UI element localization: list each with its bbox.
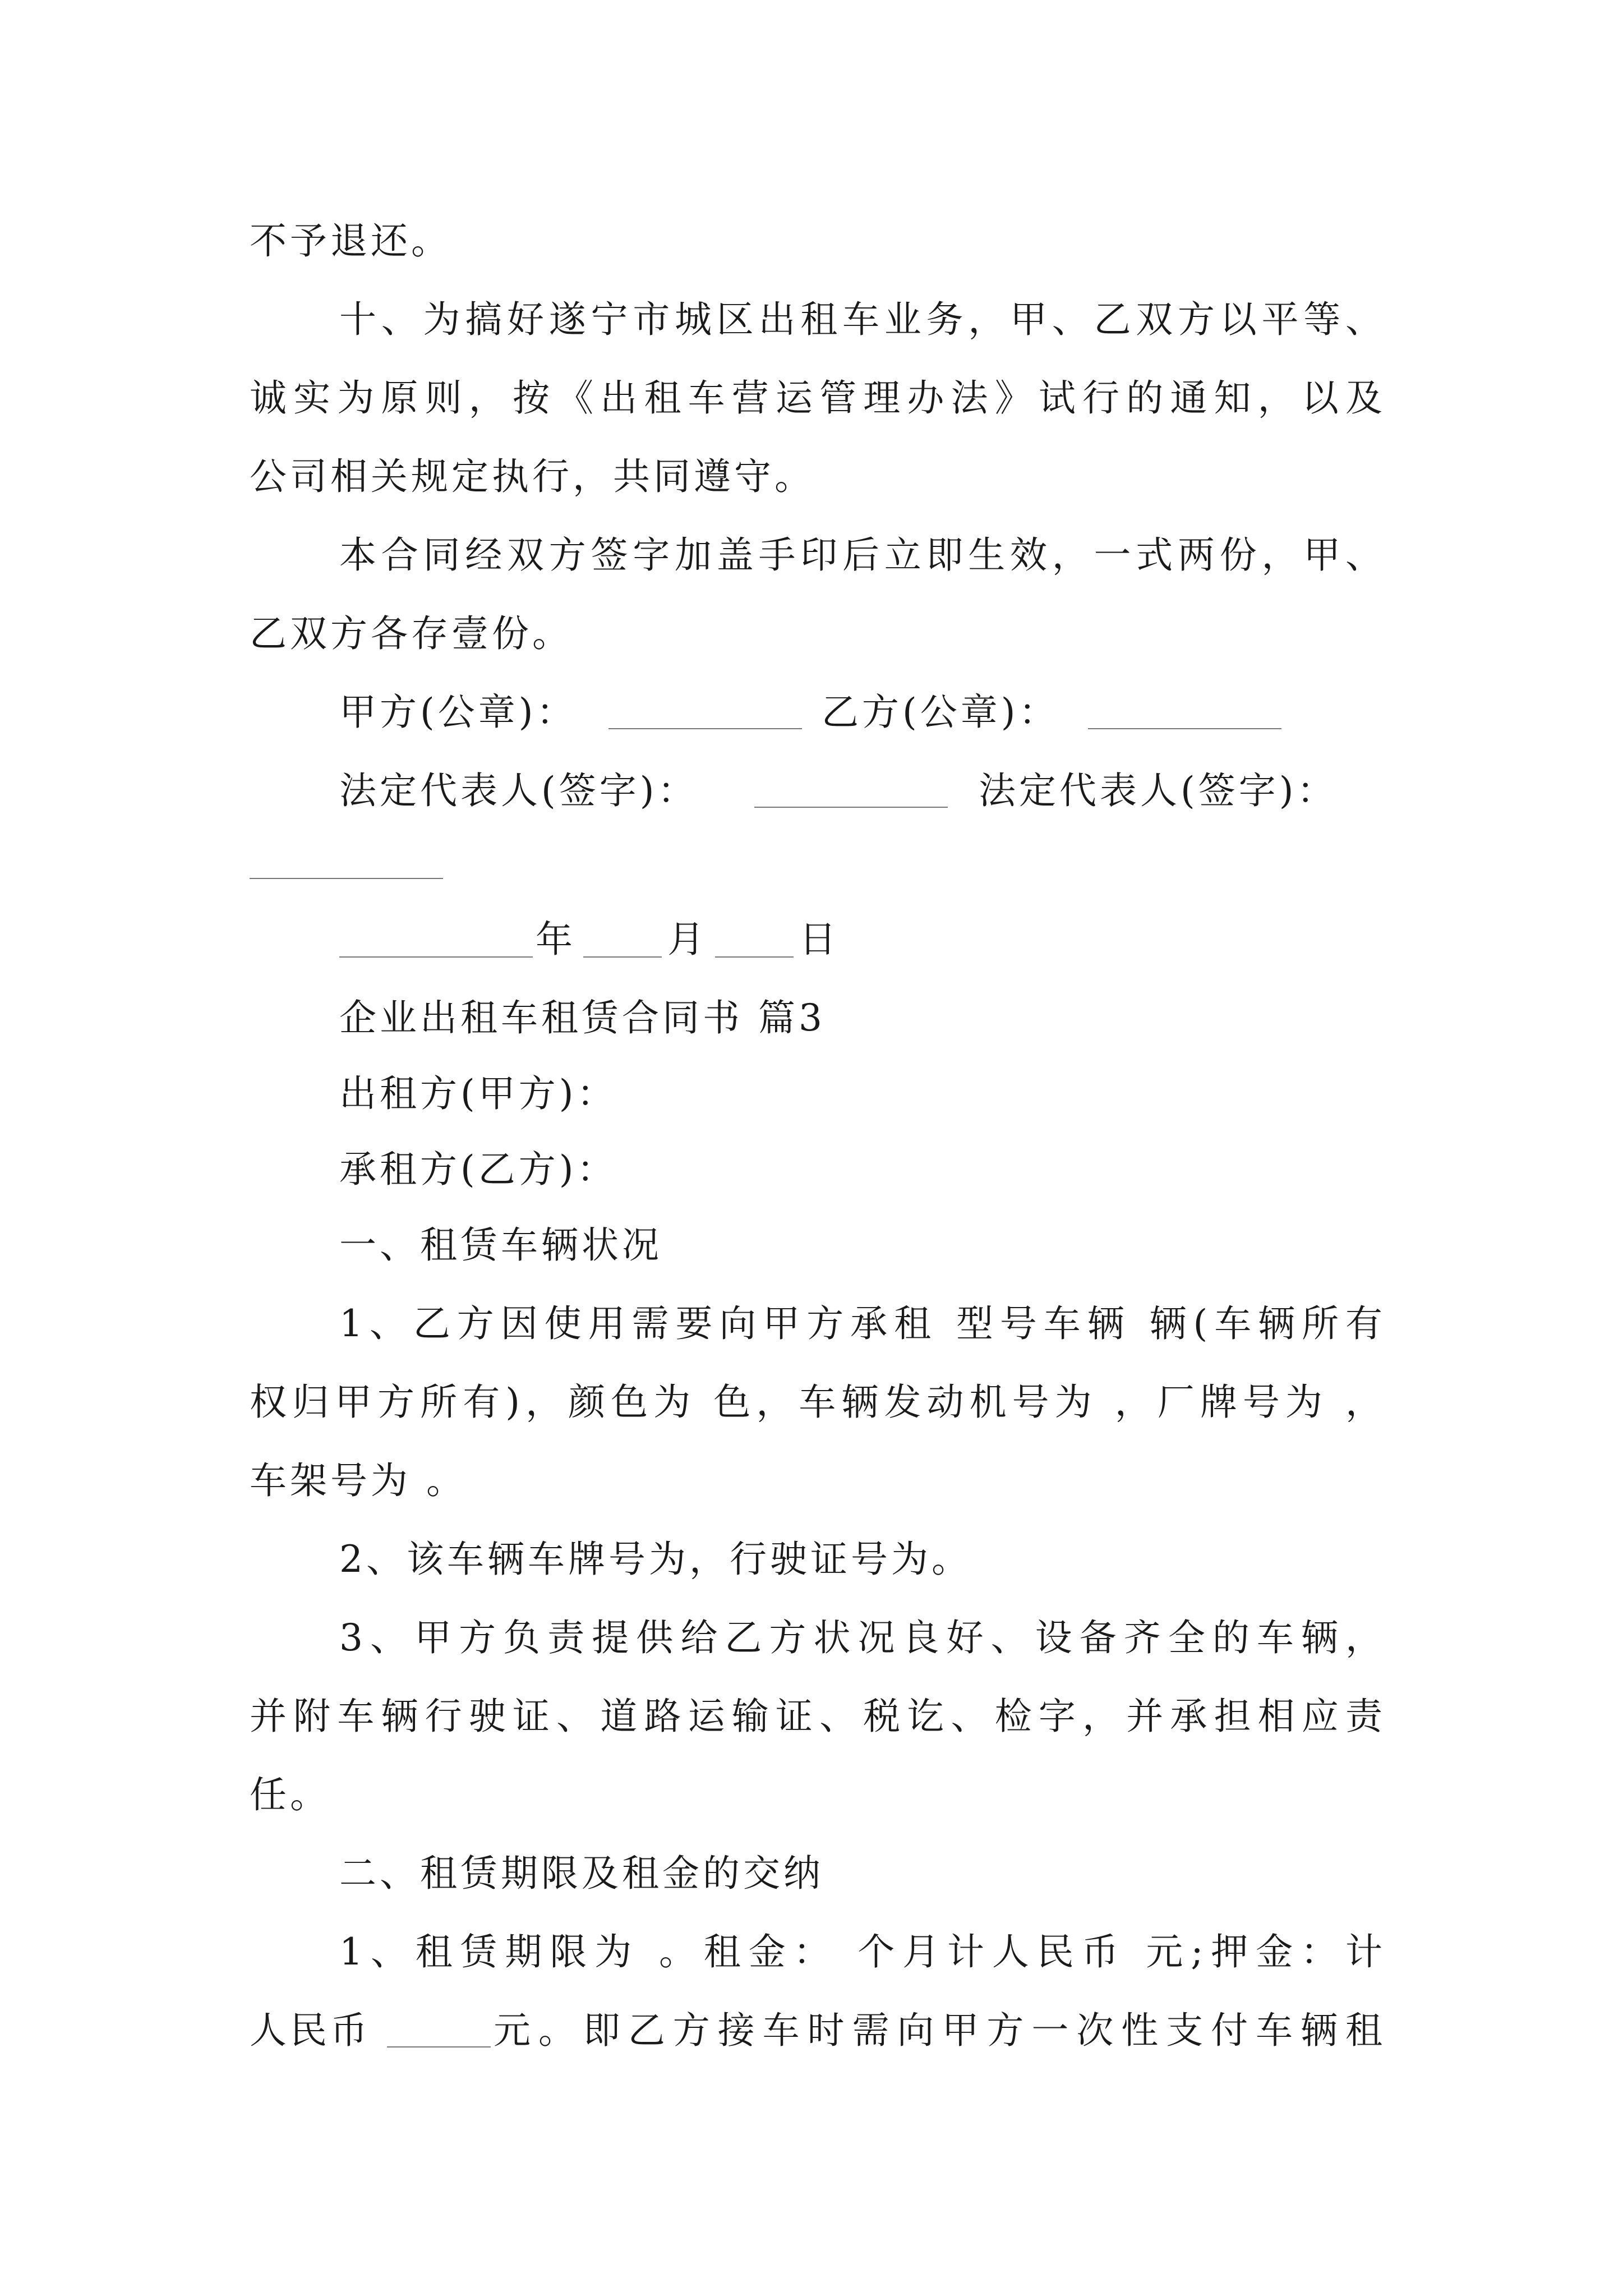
text-line: 十、为搞好遂宁市城区出租车业务，甲、乙双方以平等、: [339, 298, 1382, 341]
section-heading: 一、租赁车辆状况: [339, 1223, 662, 1267]
text-line: 车架号为 。: [250, 1459, 467, 1502]
section-heading: 二、租赁期限及租金的交纳: [339, 1852, 824, 1895]
text-line: 公司相关规定执行，共同遵守。: [250, 455, 815, 498]
text-line: 乙双方各存壹份。: [250, 612, 573, 655]
date-year-blank: [339, 956, 533, 958]
text-line: 元。即乙方接车时需向甲方一次性支付车辆租: [494, 2009, 1382, 2052]
party-a-seal-blank: [608, 728, 802, 729]
text-line: 承租方(乙方)：: [339, 1148, 617, 1191]
party-a-representative-label: 法定代表人(签字)：: [339, 769, 698, 812]
date-day-blank: [715, 956, 794, 958]
text-line: 并附车辆行驶证、道路运输证、税讫、检字，并承担相应责: [250, 1695, 1382, 1738]
text-line: 诚实为原则，按《出租车营运管理办法》试行的通知，以及: [250, 376, 1382, 420]
party-b-representative-label: 法定代表人(签字)：: [979, 769, 1338, 812]
date-month-blank: [583, 956, 662, 958]
deposit-amount-blank: [387, 2046, 491, 2047]
text-line: 权归甲方所有)，颜色为 色，车辆发动机号为 ，厂牌号为 ，: [250, 1381, 1382, 1424]
text-line: 不予退还。: [250, 219, 451, 263]
date-month-label: 月: [667, 918, 708, 961]
party-b-representative-blank: [250, 878, 443, 879]
text-line: 本合同经双方签字加盖手印后立即生效，一式两份，甲、: [339, 533, 1382, 577]
date-day-label: 日: [799, 918, 840, 961]
text-line: 1、乙方因使用需要向甲方承租 型号车辆 辆(车辆所有: [339, 1302, 1382, 1345]
party-a-representative-blank: [754, 807, 948, 808]
text-line: 人民币: [250, 2009, 371, 2052]
party-b-seal-label: 乙方(公章)：: [822, 691, 1059, 734]
party-b-seal-blank: [1088, 728, 1281, 729]
text-line: 2、该车辆车牌号为，行驶证号为。: [339, 1538, 972, 1581]
text-line: 出租方(甲方)：: [339, 1072, 617, 1115]
date-year-label: 年: [536, 918, 576, 961]
text-line: 3、甲方负责提供给乙方状况良好、设备齐全的车辆，: [339, 1616, 1382, 1659]
section-title: 企业出租车租赁合同书 篇3: [339, 996, 826, 1039]
party-a-seal-label: 甲方(公章)：: [339, 691, 577, 734]
text-line: 任。: [250, 1773, 330, 1816]
text-line: 1、租赁期限为 。租金： 个月计人民币 元;押金：计: [339, 1930, 1382, 1973]
